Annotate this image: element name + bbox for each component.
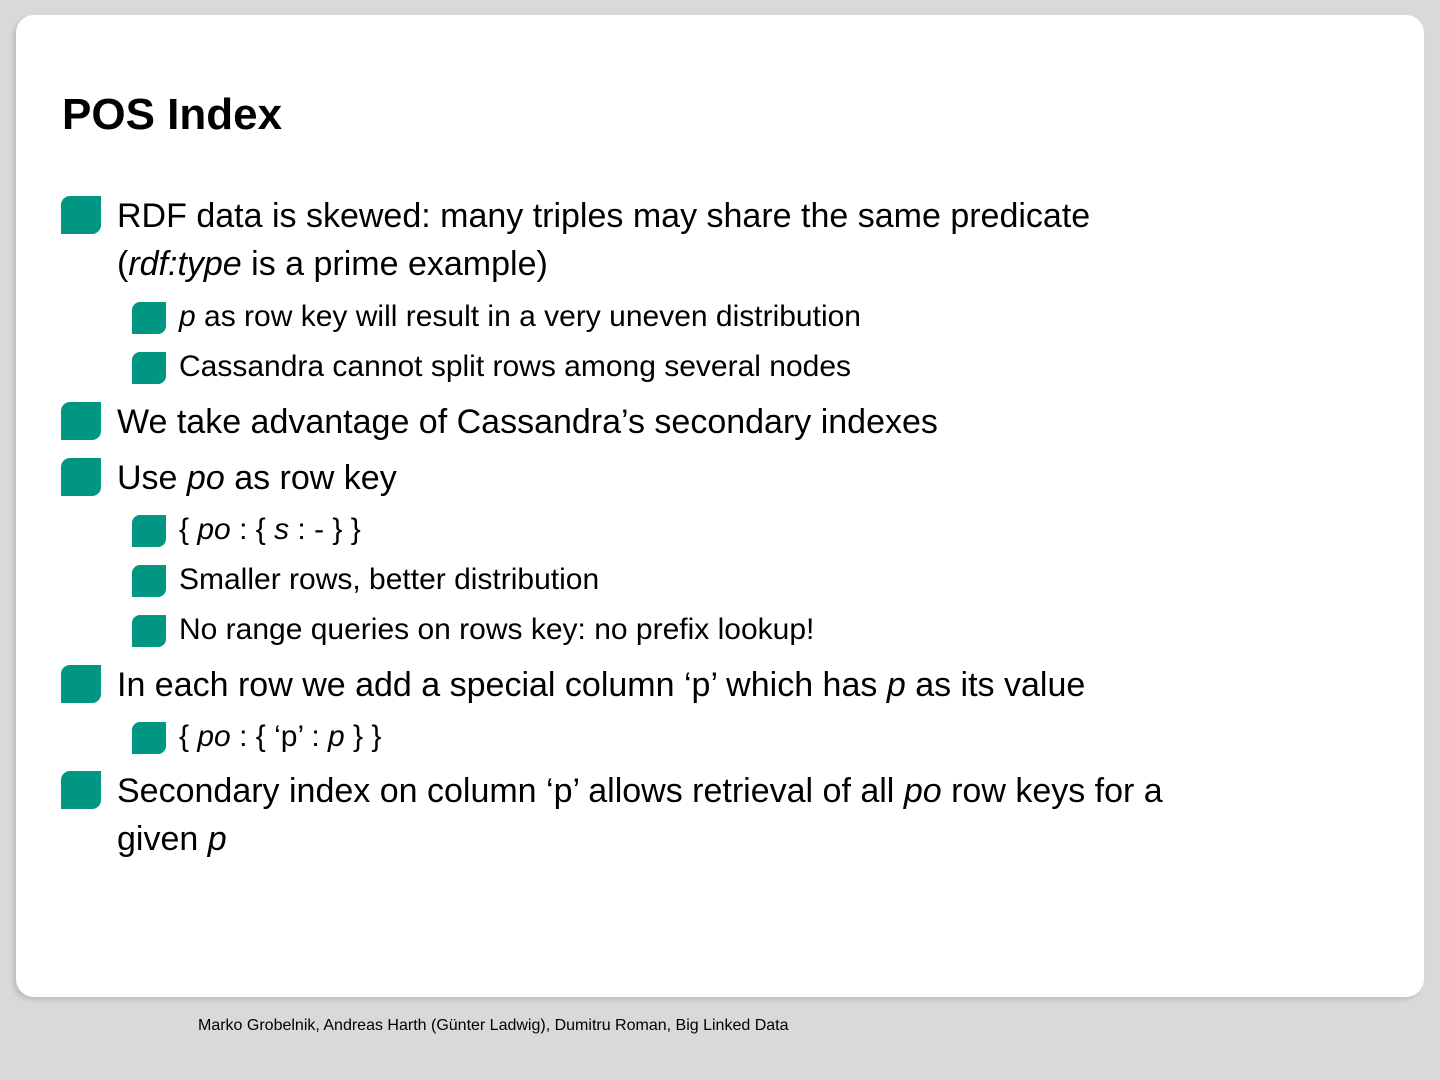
italic-term: rdf:type: [128, 245, 242, 283]
sub-bullet-item: [179, 347, 851, 387]
bullet-item: [117, 661, 1085, 709]
text-run: : { ‘p’ :: [230, 720, 328, 753]
bullet-text: [117, 666, 1085, 704]
text-run: RDF data is skewed: many triples may share the same predicate: [117, 197, 1091, 235]
rounded-square-bullet-icon: [61, 458, 101, 496]
bullet-text: [179, 720, 381, 753]
sub-bullet-item: [179, 510, 361, 550]
bullet-item: [117, 454, 397, 502]
text-run: : {: [230, 513, 275, 546]
bullet-text: [117, 459, 397, 497]
sub-bullet-item: [179, 560, 599, 600]
italic-term: p: [179, 300, 196, 333]
text-run: Cassandra cannot split rows among several nodes: [179, 350, 852, 383]
bullet-text: [179, 350, 851, 383]
rounded-square-bullet-icon: [132, 302, 166, 334]
rounded-square-bullet-icon: [61, 402, 101, 440]
text-run: row keys for a: [941, 772, 1163, 810]
bullet-text: [179, 513, 361, 546]
rounded-square-bullet-icon: [132, 515, 166, 547]
rounded-square-bullet-icon: [132, 722, 166, 754]
text-run: } }: [344, 720, 382, 753]
text-run: : - } }: [289, 513, 361, 546]
italic-term: p: [886, 666, 906, 704]
rounded-square-bullet-icon: [132, 565, 166, 597]
italic-term: po: [186, 459, 225, 497]
slide-footer: Marko Grobelnik, Andreas Harth (Günter Ladwig), Dumitru Roman, Big Linked Data: [198, 1017, 789, 1034]
text-run: Use: [117, 459, 187, 497]
text-run: Secondary index on column ‘p’ allows retrieval of all: [117, 772, 904, 810]
text-run: Smaller rows, better distribution: [179, 563, 600, 596]
text-run: {: [179, 513, 198, 546]
slide-title: POS Index: [62, 90, 283, 139]
text-run: as row key will result in a very uneven distribution: [195, 300, 861, 333]
italic-term: po: [197, 720, 231, 753]
text-run: as its value: [905, 666, 1086, 704]
italic-term: po: [197, 513, 231, 546]
text-run: as row key: [224, 459, 397, 497]
sub-bullet-item: [179, 717, 381, 757]
text-run: We take advantage of Cassandra’s secondary indexes: [117, 403, 938, 441]
sub-bullet-item: [179, 610, 814, 650]
bullet-text: [117, 403, 938, 441]
bullet-text: [117, 197, 1090, 283]
bullet-item: [117, 398, 938, 446]
italic-term: p: [328, 720, 345, 753]
italic-term: p: [207, 820, 227, 858]
rounded-square-bullet-icon: [132, 615, 166, 647]
rounded-square-bullet-icon: [61, 196, 101, 234]
bullet-text: [179, 300, 861, 333]
rounded-square-bullet-icon: [61, 665, 101, 703]
bullet-text: [179, 563, 599, 596]
bullet-item: [117, 192, 1090, 288]
bullet-text: [179, 613, 814, 646]
text-run: is a prime example): [241, 245, 548, 283]
bullet-text: [117, 772, 1163, 858]
text-run: (: [117, 245, 129, 283]
italic-term: s: [274, 513, 290, 546]
italic-term: po: [903, 772, 942, 810]
text-run: {: [179, 720, 198, 753]
text-run: given: [117, 820, 208, 858]
rounded-square-bullet-icon: [132, 352, 166, 384]
text-run: No range queries on rows key: no prefix lookup!: [179, 613, 815, 646]
rounded-square-bullet-icon: [61, 771, 101, 809]
bullet-item: [117, 767, 1163, 863]
sub-bullet-item: [179, 297, 861, 337]
text-run: In each row we add a special column ‘p’ which has: [117, 666, 887, 704]
